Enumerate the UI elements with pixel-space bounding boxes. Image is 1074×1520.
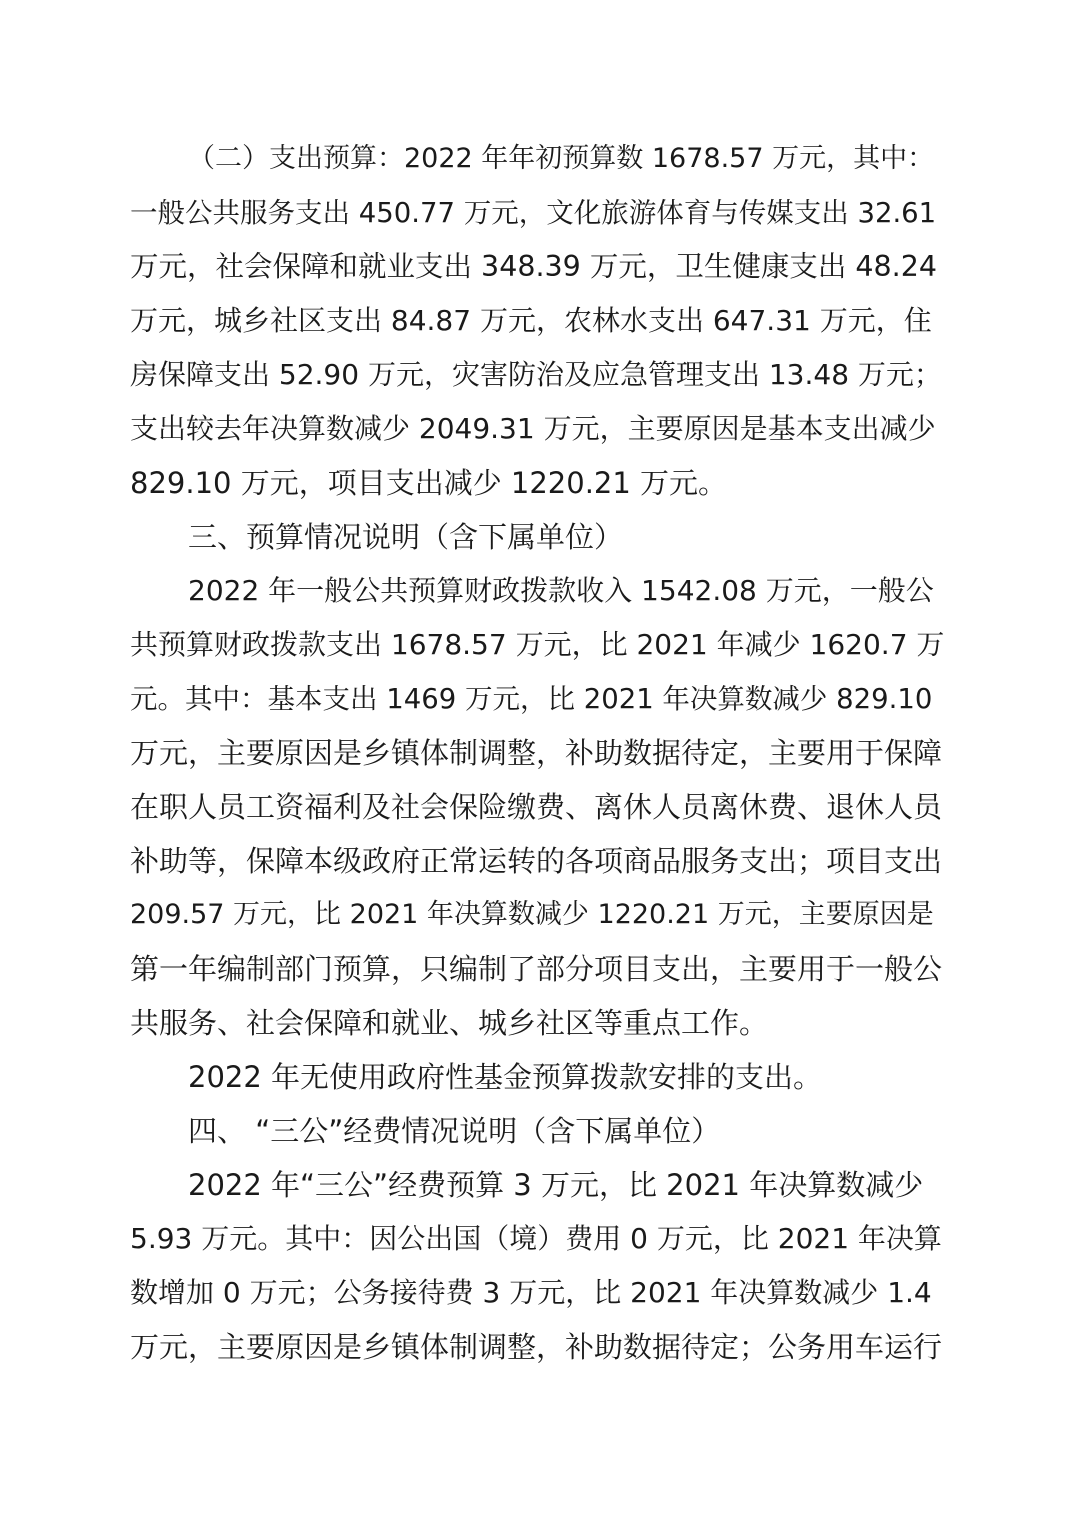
paragraph-expenditure-budget-line-1: （二）支出预算：2022 年年初预算数 1678.57 万元，其中： <box>188 143 935 174</box>
paragraph-public-budget-line-4: 万元，主要原因是乡镇体制调整，补助数据待定，主要用于保障 <box>130 736 943 770</box>
paragraph-public-budget-line-1: 2022 年一般公共预算财政拨款收入 1542.08 万元，一般公 <box>188 574 934 607</box>
section-heading-three-public-expenses: 四、 “三公”经费情况说明（含下属单位） <box>188 1114 721 1148</box>
paragraph-three-public-line-3: 数增加 0 万元；公务接待费 3 万元，比 2021 年决算数减少 1.4 <box>130 1276 932 1309</box>
paragraph-expenditure-budget-line-7: 829.10 万元，项目支出减少 1220.21 万元。 <box>130 466 728 500</box>
paragraph-expenditure-budget-line-6: 支出较去年决算数减少 2049.31 万元，主要原因是基本支出减少 <box>130 412 936 445</box>
paragraph-public-budget-line-7: 209.57 万元，比 2021 年决算数减少 1220.21 万元，主要原因是 <box>130 899 934 930</box>
paragraph-public-budget-line-5: 在职人员工资福利及社会保险缴费、离休人员离休费、退休人员 <box>130 790 943 824</box>
paragraph-public-budget-line-3: 元。其中：基本支出 1469 万元，比 2021 年决算数减少 829.10 <box>130 683 933 715</box>
document-body <box>130 132 946 1374</box>
paragraph-three-public-line-4: 万元，主要原因是乡镇体制调整，补助数据待定；公务用车运行 <box>130 1330 943 1364</box>
paragraph-expenditure-budget-line-5: 房保障支出 52.90 万元，灾害防治及应急管理支出 13.48 万元； <box>130 358 942 391</box>
section-heading-budget-explanation: 三、预算情况说明（含下属单位） <box>188 520 624 554</box>
paragraph-government-fund: 2022 年无使用政府性基金预算拨款安排的支出。 <box>188 1060 823 1094</box>
paragraph-three-public-line-2: 5.93 万元。其中：因公出国（境）费用 0 万元，比 2021 年决算 <box>130 1222 942 1255</box>
paragraph-public-budget-line-8: 第一年编制部门预算，只编制了部分项目支出，主要用于一般公 <box>130 952 943 986</box>
paragraph-expenditure-budget-line-3: 万元，社会保障和就业支出 348.39 万元，卫生健康支出 48.24 <box>130 250 937 283</box>
paragraph-public-budget-line-9: 共服务、社会保障和就业、城乡社区等重点工作。 <box>130 1006 769 1040</box>
paragraph-three-public-line-1: 2022 年“三公”经费预算 3 万元，比 2021 年决算数减少 <box>188 1168 924 1202</box>
paragraph-expenditure-budget-line-2: 一般公共服务支出 450.77 万元，文化旅游体育与传媒支出 32.61 <box>130 197 937 229</box>
paragraph-expenditure-budget-line-4: 万元，城乡社区支出 84.87 万元，农林水支出 647.31 万元，住 <box>130 304 932 337</box>
paragraph-public-budget-line-6: 补助等，保障本级政府正常运转的各项商品服务支出；项目支出 <box>130 844 943 878</box>
paragraph-public-budget-line-2: 共预算财政拨款支出 1678.57 万元，比 2021 年减少 1620.7 万 <box>130 628 945 661</box>
